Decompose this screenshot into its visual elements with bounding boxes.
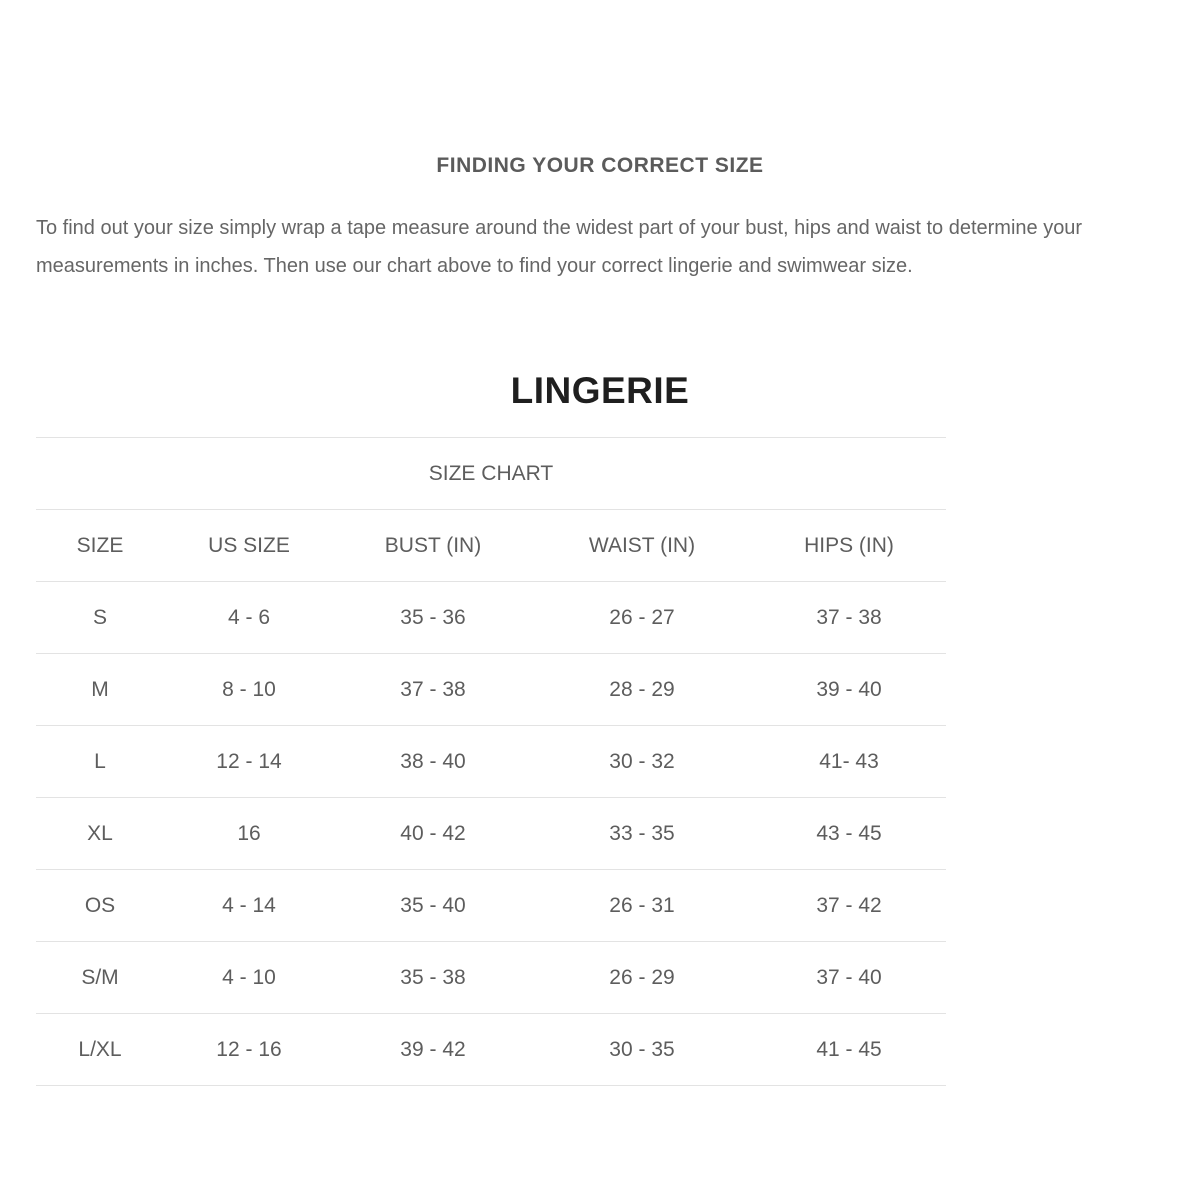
table-row xyxy=(36,798,946,870)
cell-hips: 37 - 38 xyxy=(752,582,946,654)
cell-hips: 37 - 40 xyxy=(752,942,946,1014)
column-header-bust: BUST (IN) xyxy=(334,510,532,582)
cell-size: M xyxy=(36,654,164,726)
cell-us-size: 4 - 6 xyxy=(164,582,334,654)
page-title: LINGERIE xyxy=(510,370,690,411)
cell-bust: 37 - 38 xyxy=(334,654,532,726)
table-caption-row xyxy=(36,438,946,510)
column-header-waist: WAIST (IN) xyxy=(532,510,752,582)
cell-waist: 30 - 35 xyxy=(532,1014,752,1086)
table-row xyxy=(36,582,946,654)
cell-us-size: 4 - 10 xyxy=(164,942,334,1014)
cell-hips: 41- 43 xyxy=(752,726,946,798)
cell-bust: 35 - 36 xyxy=(334,582,532,654)
cell-waist: 28 - 29 xyxy=(532,654,752,726)
cell-bust: 35 - 38 xyxy=(334,942,532,1014)
cell-bust: 38 - 40 xyxy=(334,726,532,798)
cell-bust: 39 - 42 xyxy=(334,1014,532,1086)
table-row xyxy=(36,654,946,726)
column-header-hips: HIPS (IN) xyxy=(752,510,946,582)
cell-hips: 43 - 45 xyxy=(752,798,946,870)
cell-bust: 40 - 42 xyxy=(334,798,532,870)
cell-us-size: 8 - 10 xyxy=(164,654,334,726)
cell-size: S xyxy=(36,582,164,654)
intro-paragraph: To find out your size simply wrap a tape measure around the widest part of your bust, hips and waist to determine your measurements in inches. Then use our chart above to find your correct lingerie and swimwear size. xyxy=(36,217,1083,277)
cell-waist: 26 - 29 xyxy=(532,942,752,1014)
cell-size: S/M xyxy=(36,942,164,1014)
cell-hips: 41 - 45 xyxy=(752,1014,946,1086)
cell-us-size: 16 xyxy=(164,798,334,870)
table-caption-text: SIZE CHART xyxy=(428,461,554,485)
cell-waist: 30 - 32 xyxy=(532,726,752,798)
table-caption xyxy=(36,438,946,510)
table-header-row xyxy=(36,510,946,582)
cell-size: XL xyxy=(36,798,164,870)
table-row xyxy=(36,942,946,1014)
column-header-size: SIZE xyxy=(36,510,164,582)
cell-waist: 26 - 31 xyxy=(532,870,752,942)
cell-waist: 33 - 35 xyxy=(532,798,752,870)
cell-waist: 26 - 27 xyxy=(532,582,752,654)
cell-hips: 37 - 42 xyxy=(752,870,946,942)
section-heading: FINDING YOUR CORRECT SIZE xyxy=(436,154,764,177)
cell-size: L/XL xyxy=(36,1014,164,1086)
table-row xyxy=(36,870,946,942)
table-row xyxy=(36,1014,946,1086)
cell-us-size: 12 - 14 xyxy=(164,726,334,798)
cell-us-size: 12 - 16 xyxy=(164,1014,334,1086)
cell-hips: 39 - 40 xyxy=(752,654,946,726)
cell-size: L xyxy=(36,726,164,798)
cell-size: OS xyxy=(36,870,164,942)
table-row xyxy=(36,726,946,798)
cell-us-size: 4 - 14 xyxy=(164,870,334,942)
size-chart-table xyxy=(36,437,946,1086)
column-header-us-size: US SIZE xyxy=(164,510,334,582)
cell-bust: 35 - 40 xyxy=(334,870,532,942)
